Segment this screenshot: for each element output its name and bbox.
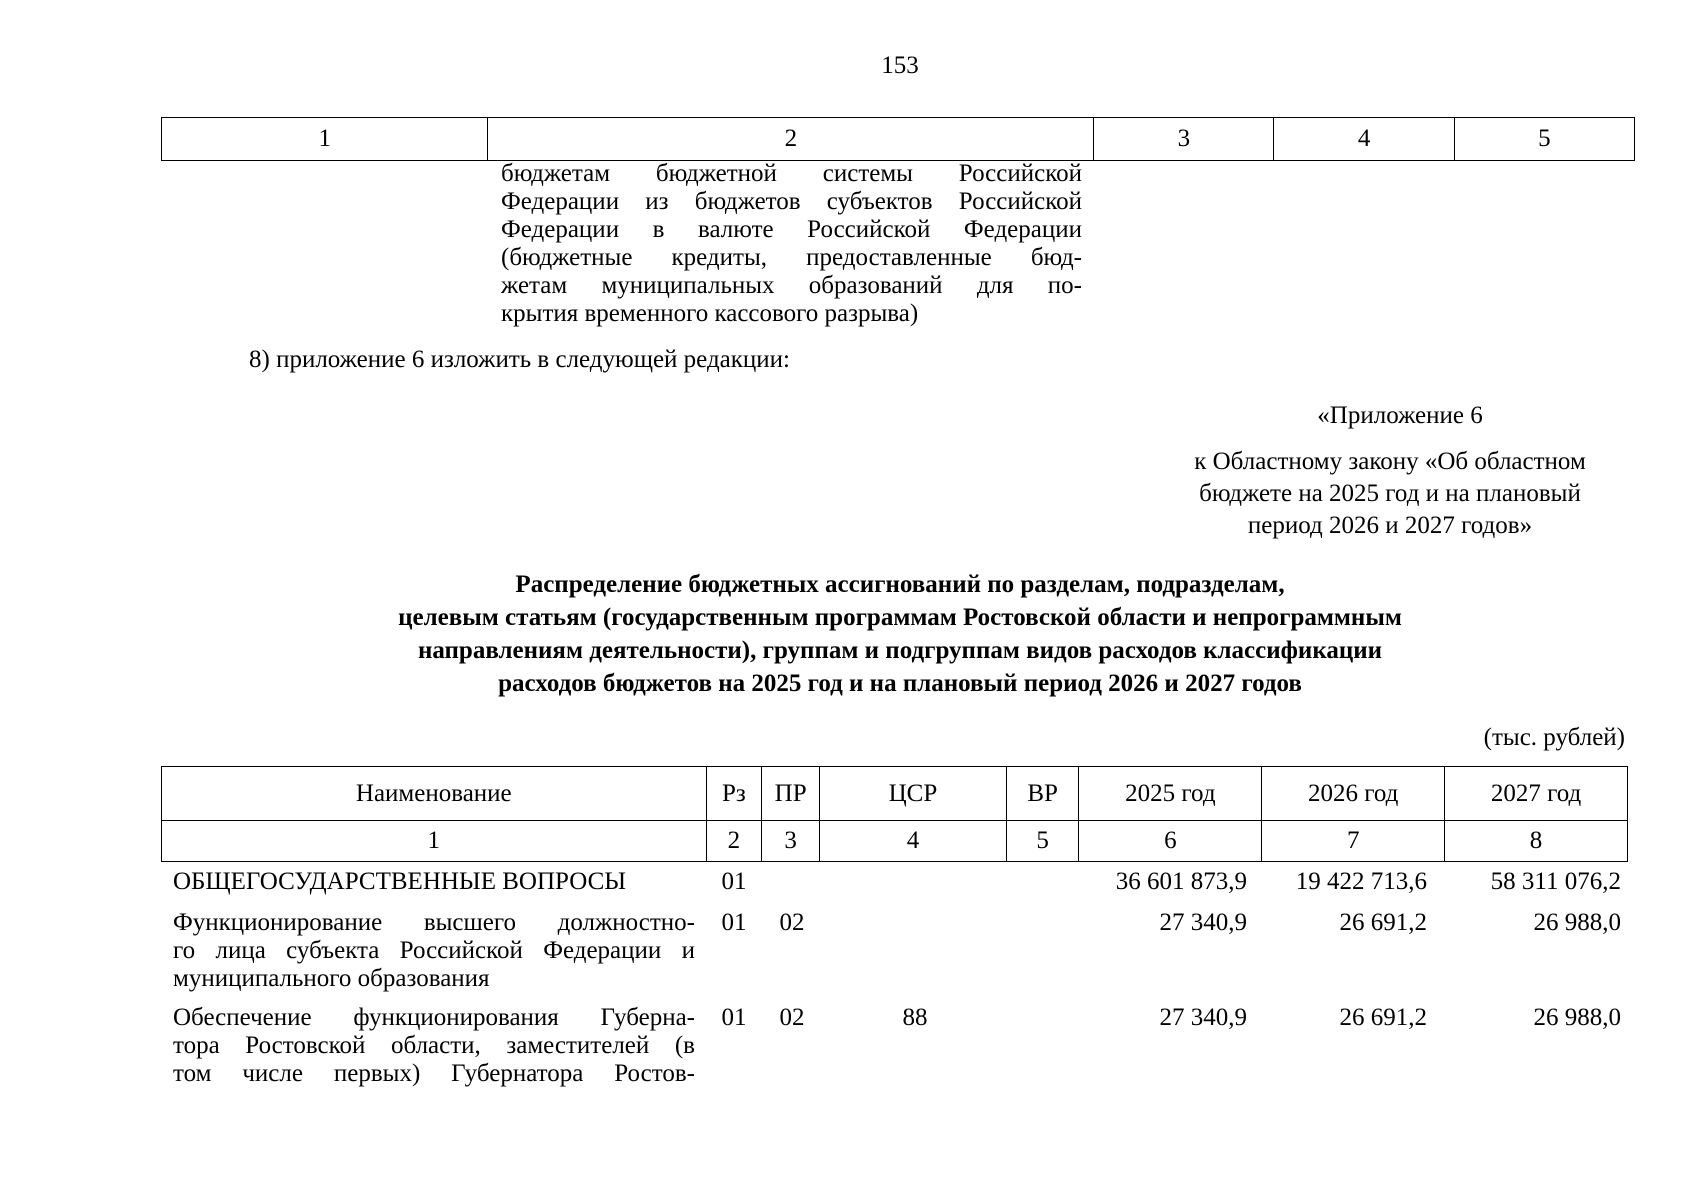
header-2025: 2025 год (1079, 767, 1262, 821)
row-2025: 27 340,9 (1159, 1004, 1247, 1031)
header-2027: 2027 год (1445, 767, 1628, 821)
index-cell: 4 (820, 821, 1007, 862)
row-name (173, 1004, 695, 1088)
continued-row-text (501, 160, 1082, 328)
row-2025: 36 601 873,9 (1115, 868, 1247, 895)
document-title (0, 568, 1698, 700)
row-name-line: тора Ростовской области, заместителей (в (173, 1032, 695, 1059)
continued-text-line: Федерации из бюджетов субъектов Российской (501, 188, 1082, 215)
header-vr: ВР (1006, 767, 1079, 821)
row-2026: 26 691,2 (1339, 909, 1427, 936)
document-title-line: целевым статьям (государственным программам Ростовской области и непрограммным (398, 604, 1402, 631)
index-cell: 3 (762, 821, 820, 862)
row-name-line: Функционирование высшего должностно- (173, 909, 695, 936)
header-pr: ПР (762, 767, 820, 821)
row-rz: 01 (721, 868, 747, 895)
continued-text-line: бюджетам бюджетной системы Российской (501, 160, 1082, 187)
row-2026: 19 422 713,6 (1295, 868, 1427, 895)
row-name (173, 868, 695, 896)
page-number: 153 (881, 52, 919, 79)
row-name-line: том числе первых) Губернатора Ростов- (173, 1060, 695, 1087)
appendix-subtitle (1090, 446, 1690, 542)
index-cell: 7 (1262, 821, 1445, 862)
row-2027: 26 988,0 (1533, 1004, 1621, 1031)
row-rz: 01 (721, 909, 747, 936)
amendment-instruction: 8) приложение 6 изложить в следующей редакции: (249, 346, 790, 373)
row-pr: 02 (779, 909, 805, 936)
header-rz: Рз (706, 767, 762, 821)
index-cell: 1 (162, 821, 707, 862)
row-name-line: муниципального образования (173, 965, 490, 992)
row-rz: 01 (721, 1004, 747, 1031)
appendix-subtitle-line: период 2026 и 2027 годов» (1247, 512, 1533, 539)
continued-text-line: (бюджетные кредиты, предоставленные бюд- (501, 244, 1082, 271)
row-2027: 58 311 076,2 (1490, 868, 1621, 895)
continued-col-1: 1 (162, 118, 488, 161)
index-cell: 8 (1445, 821, 1628, 862)
row-name (173, 909, 695, 993)
budget-table-header (161, 766, 1628, 862)
index-cell: 2 (706, 821, 762, 862)
continued-col-4: 4 (1274, 118, 1454, 161)
header-2026: 2026 год (1262, 767, 1445, 821)
continued-text-line: Федерации в валюте Российской Федерации (501, 216, 1082, 243)
row-name-line: Обеспечение функционирования Губерна- (173, 1004, 695, 1031)
index-cell: 5 (1006, 821, 1079, 862)
row-2026: 26 691,2 (1339, 1004, 1427, 1031)
row-2025: 27 340,9 (1159, 909, 1247, 936)
appendix-subtitle-line: бюджете на 2025 год и на плановый (1199, 480, 1581, 507)
continued-text-line: крытия временного кассового разрыва) (501, 300, 919, 327)
row-name-line: ОБЩЕГОСУДАРСТВЕННЫЕ ВОПРОСЫ (173, 868, 627, 895)
continued-col-3: 3 (1094, 118, 1274, 161)
document-title-line: направлениям деятельности), группам и подгруппам видов расходов классификации (417, 637, 1383, 664)
row-name-line: го лица субъекта Российской Федерации и (173, 937, 695, 964)
row-csr: 88 (902, 1004, 928, 1031)
document-title-line: расходов бюджетов на 2025 год и на плановый период 2026 и 2027 годов (498, 670, 1302, 697)
index-cell: 6 (1079, 821, 1262, 862)
continued-col-2: 2 (488, 118, 1094, 161)
row-2027: 26 988,0 (1533, 909, 1621, 936)
continued-text-line: жетам муниципальных образований для по- (501, 272, 1082, 299)
units-label: (тыс. рублей) (1483, 724, 1625, 751)
document-title-line: Распределение бюджетных ассигнований по разделам, подразделам, (515, 571, 1285, 598)
header-csr: ЦСР (820, 767, 1007, 821)
appendix-subtitle-line: к Областному закону «Об областном (1194, 448, 1586, 475)
header-name: Наименование (162, 767, 707, 821)
continued-col-5: 5 (1454, 118, 1634, 161)
appendix-title: «Приложение 6 (1317, 402, 1483, 429)
row-pr: 02 (779, 1004, 805, 1031)
continued-table-header (161, 117, 1635, 161)
